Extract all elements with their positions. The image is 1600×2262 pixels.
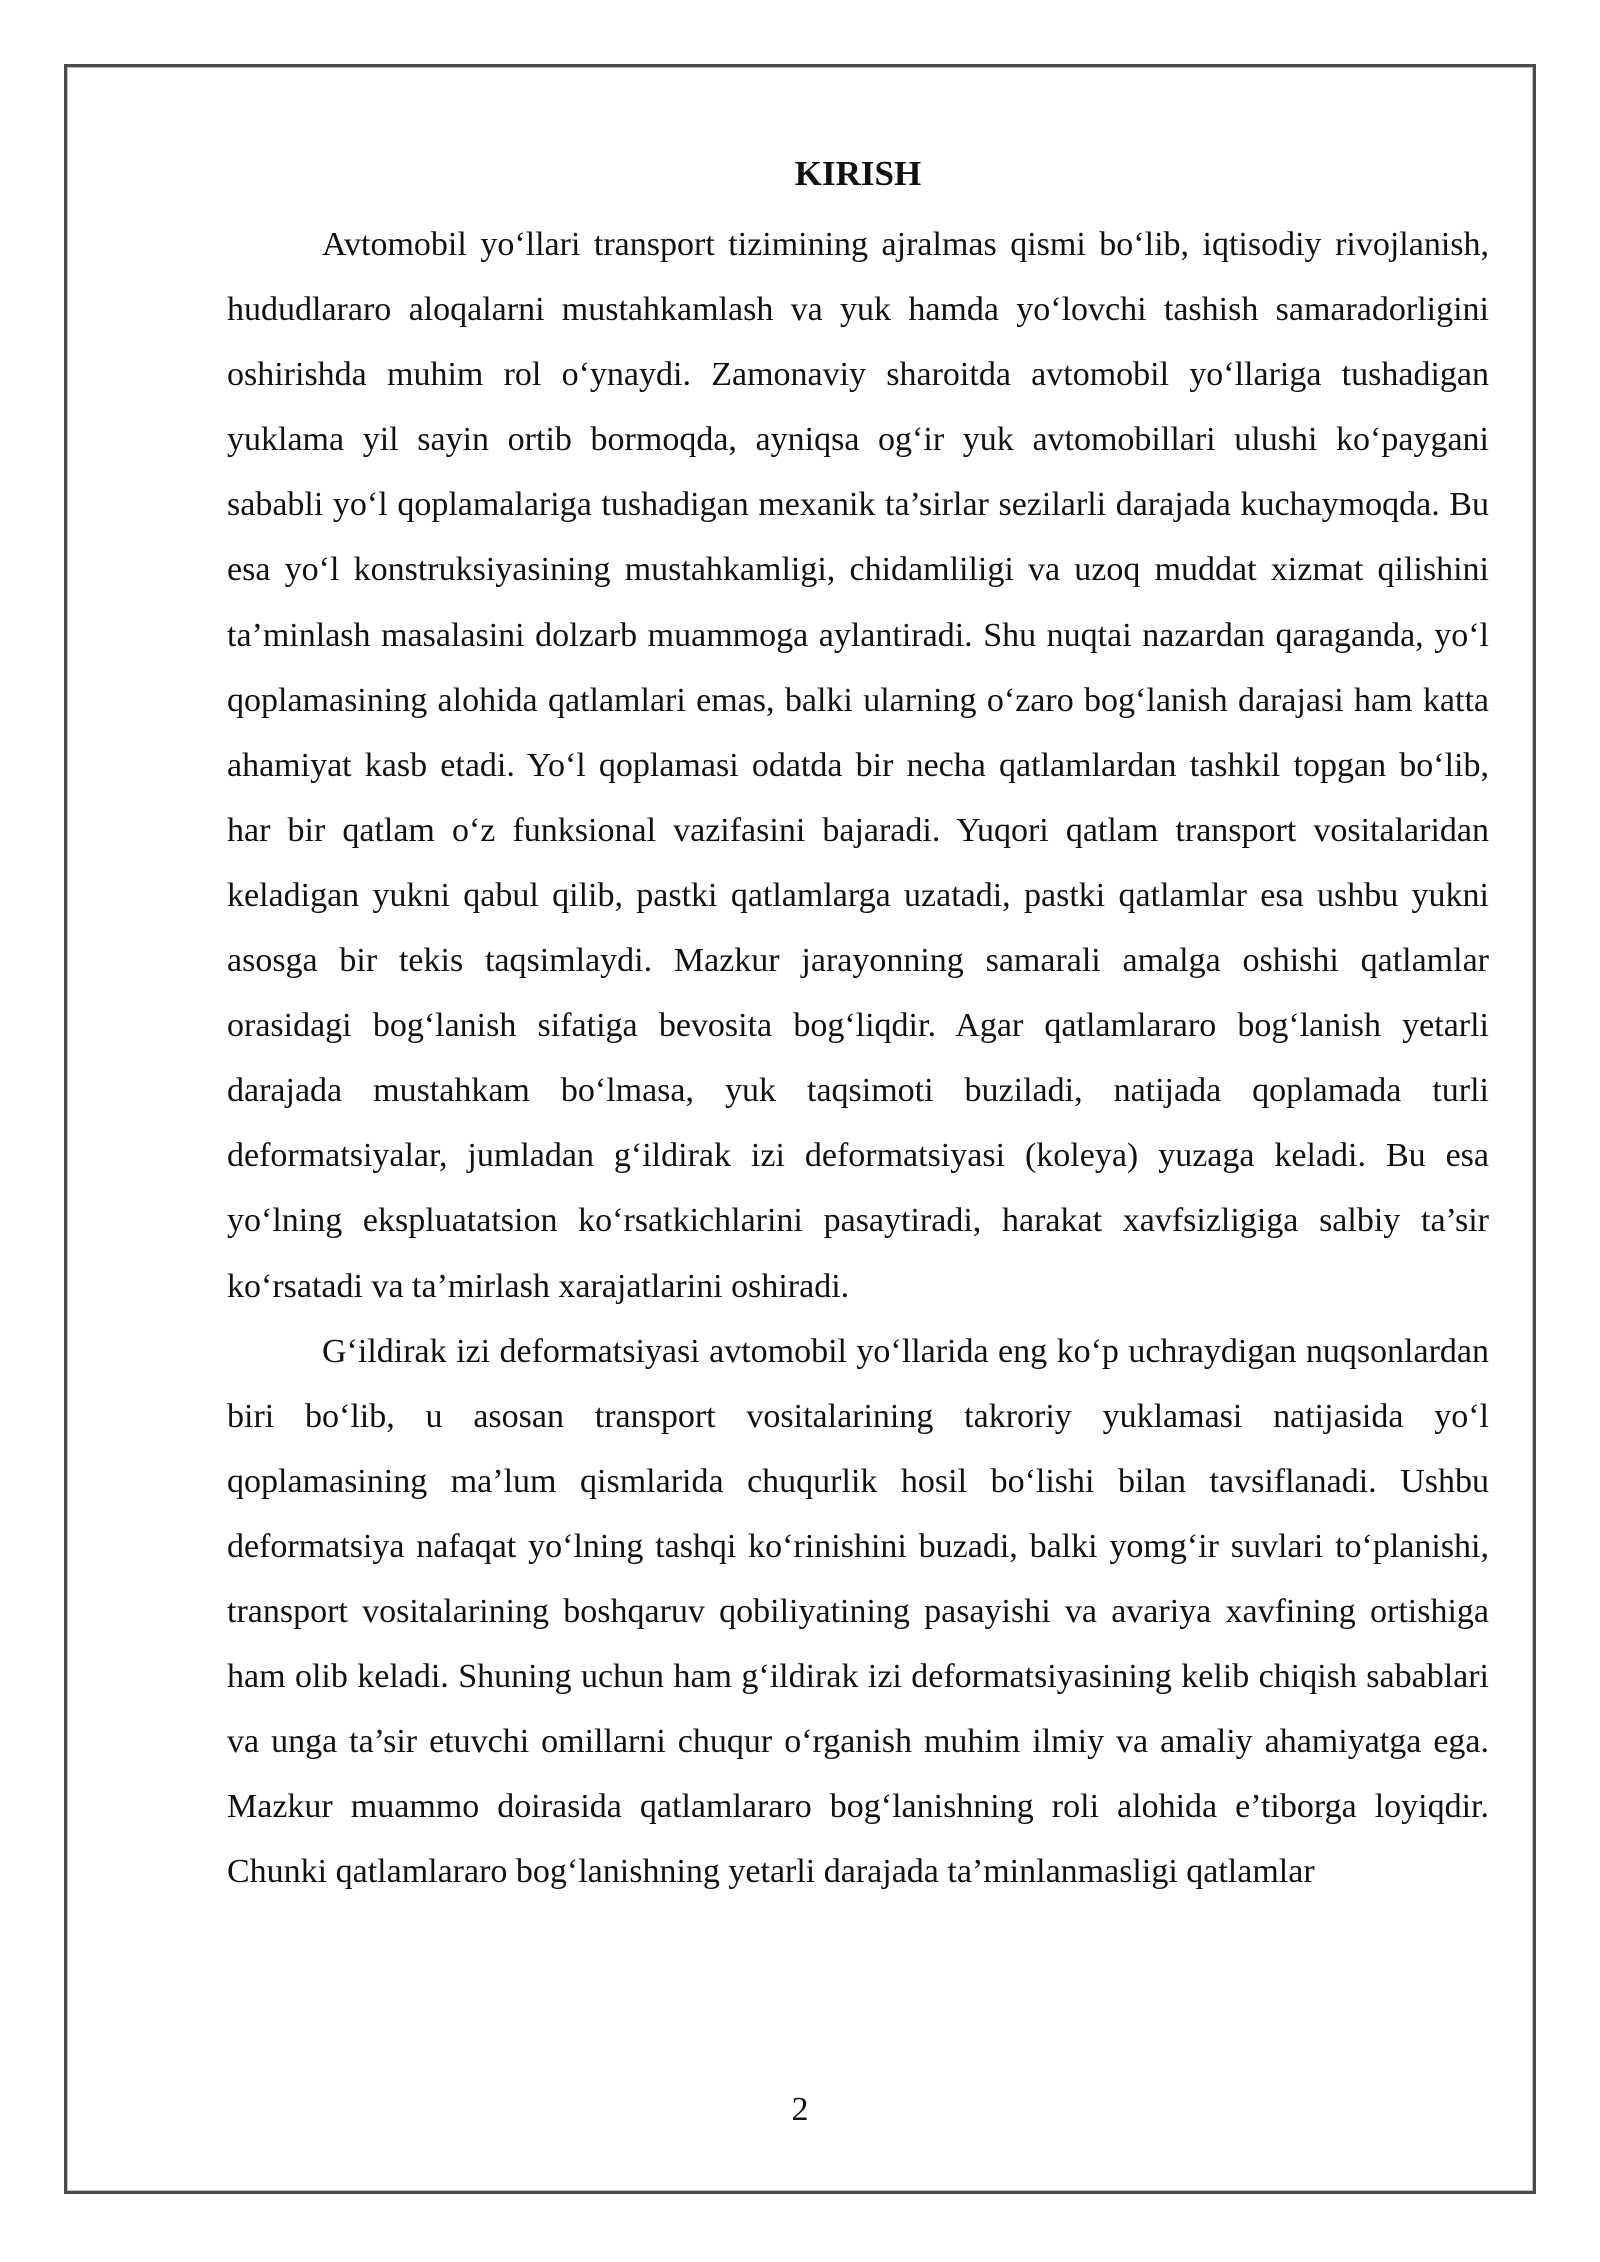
section-title: KIRISH [794, 154, 922, 193]
page-number: 2 [791, 2091, 809, 2128]
paragraph-2: G‘ildirak izi deformatsiyasi avtomobil yo‘llarida eng ko‘p uchraydigan nuqsonlardan biri bo‘lib, u asosan transport vositalarining takroriy yuklamasi natijasida yo‘l qoplamasining ma’lum qismlarida chuqurlik hosil bo‘lishi bilan tavsiflanadi. Ushbu deformatsiya nafaqat yo‘lning tashqi ko‘rinishini buzadi, balki yomg‘ir suvlari to‘planishi, transport vositalarining boshqaruv qobiliyatining pasayishi va avariya xavfining ortishiga ham olib keladi. Shuning uchun ham g‘ildirak izi deformatsiyasining kelib chiqish sabablari va unga ta’sir etuvchi omillarni chuqur o‘rganish muhim ilmiy va amaliy ahamiyatga ega. Mazkur muammo doirasida qatlamlararo bog‘lanishning roli alohida e’tiborga loyiqdir. Chunki qatlamlararo bog‘lanishning yetarli darajada ta’minlanmasligi qatlamlar [227, 1332, 1489, 1891]
document-body [227, 148, 1489, 1904]
paragraph-1: Avtomobil yo‘llari transport tizimining ajralmas qismi bo‘lib, iqtisodiy rivojlanish, hududlararo aloqalarni mustahkamlash va yuk hamda yo‘lovchi tashish samaradorligini oshirishda muhim rol o‘ynaydi. Zamonaviy sharoitda avtomobil yo‘llariga tushadigan yuklama yil sayin ortib bormoqda, ayniqsa og‘ir yuk avtomobillari ulushi ko‘paygani sababli yo‘l qoplamalariga tushadigan mexanik ta’sirlar sezilarli darajada kuchaymoqda. Bu esa yo‘l konstruksiyasining mustahkamligi, chidamliligi va uzoq muddat xizmat qilishini ta’minlash masalasini dolzarb muammoga aylantiradi. Shu nuqtai nazardan qaraganda, yo‘l qoplamasining alohida qatlamlari emas, balki ularning o‘zaro bog‘lanish darajasi ham katta ahamiyat kasb etadi. Yo‘l qoplamasi odatda bir necha qatlamlardan tashkil topgan bo‘lib, har bir qatlam o‘z funksional vazifasini bajaradi. Yuqori qatlam transport vositalaridan keladigan yukni qabul qilib, pastki qatlamlarga uzatadi, pastki qatlamlar esa ushbu yukni asosga bir tekis taqsimlaydi. Mazkur jarayonning samarali amalga oshishi qatlamlar orasidagi bog‘lanish sifatiga bevosita bog‘liqdir. Agar qatlamlararo bog‘lanish yetarli darajada mustahkam bo‘lmasa, yuk taqsimoti buziladi, natijada qoplamada turli deformatsiyalar, jumladan g‘ildirak izi deformatsiyasi (koleya) yuzaga keladi. Bu esa yo‘lning ekspluatatsion ko‘rsatkichlarini pasaytiradi, harakat xavfsizligiga salbiy ta’sir ko‘rsatadi va ta’mirlash xarajatlarini oshiradi. [227, 226, 1489, 1305]
